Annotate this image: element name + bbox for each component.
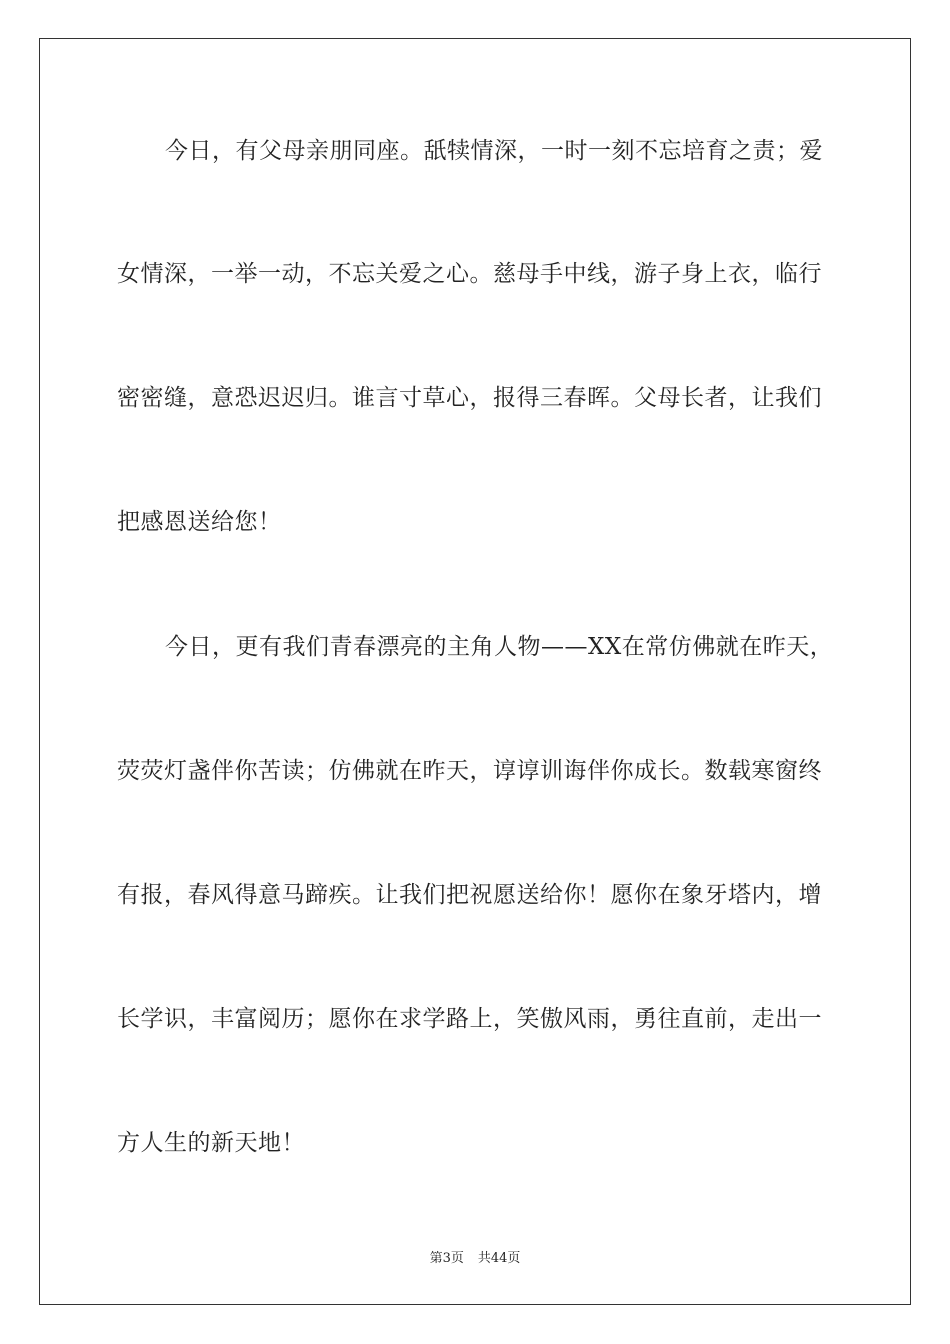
- page-total: 共44页: [477, 1251, 521, 1266]
- page-number: 第3页: [429, 1251, 464, 1266]
- text-line: 长学识，丰富阅历；愿你在求学路上，笑傲风雨，勇往直前，走出一: [117, 1006, 822, 1032]
- text-line: 密密缝，意恐迟迟归。谁言寸草心，报得三春晖。父母长者，让我们: [117, 385, 822, 411]
- page-footer: [0, 1247, 950, 1266]
- text-line: 今日，有父母亲朋同座。舐犊情深，一时一刻不忘培育之责；爱: [165, 138, 823, 164]
- text-line: 把感恩送给您！: [117, 509, 282, 535]
- page-frame: [39, 38, 911, 1305]
- text-line: 有报，春风得意马蹄疾。让我们把祝愿送给你！愿你在象牙塔内，增: [117, 882, 822, 908]
- text-line: 荧荧灯盏伴你苦读；仿佛就在昨天，谆谆训诲伴你成长。数载寒窗终: [117, 758, 822, 784]
- text-line: 方人生的新天地！: [117, 1130, 305, 1156]
- text-line: 女情深，一举一动，不忘关爱之心。慈母手中线，游子身上衣，临行: [117, 261, 822, 287]
- text-line: 今日，更有我们青春漂亮的主角人物——XX在常仿佛就在昨天，: [165, 634, 834, 660]
